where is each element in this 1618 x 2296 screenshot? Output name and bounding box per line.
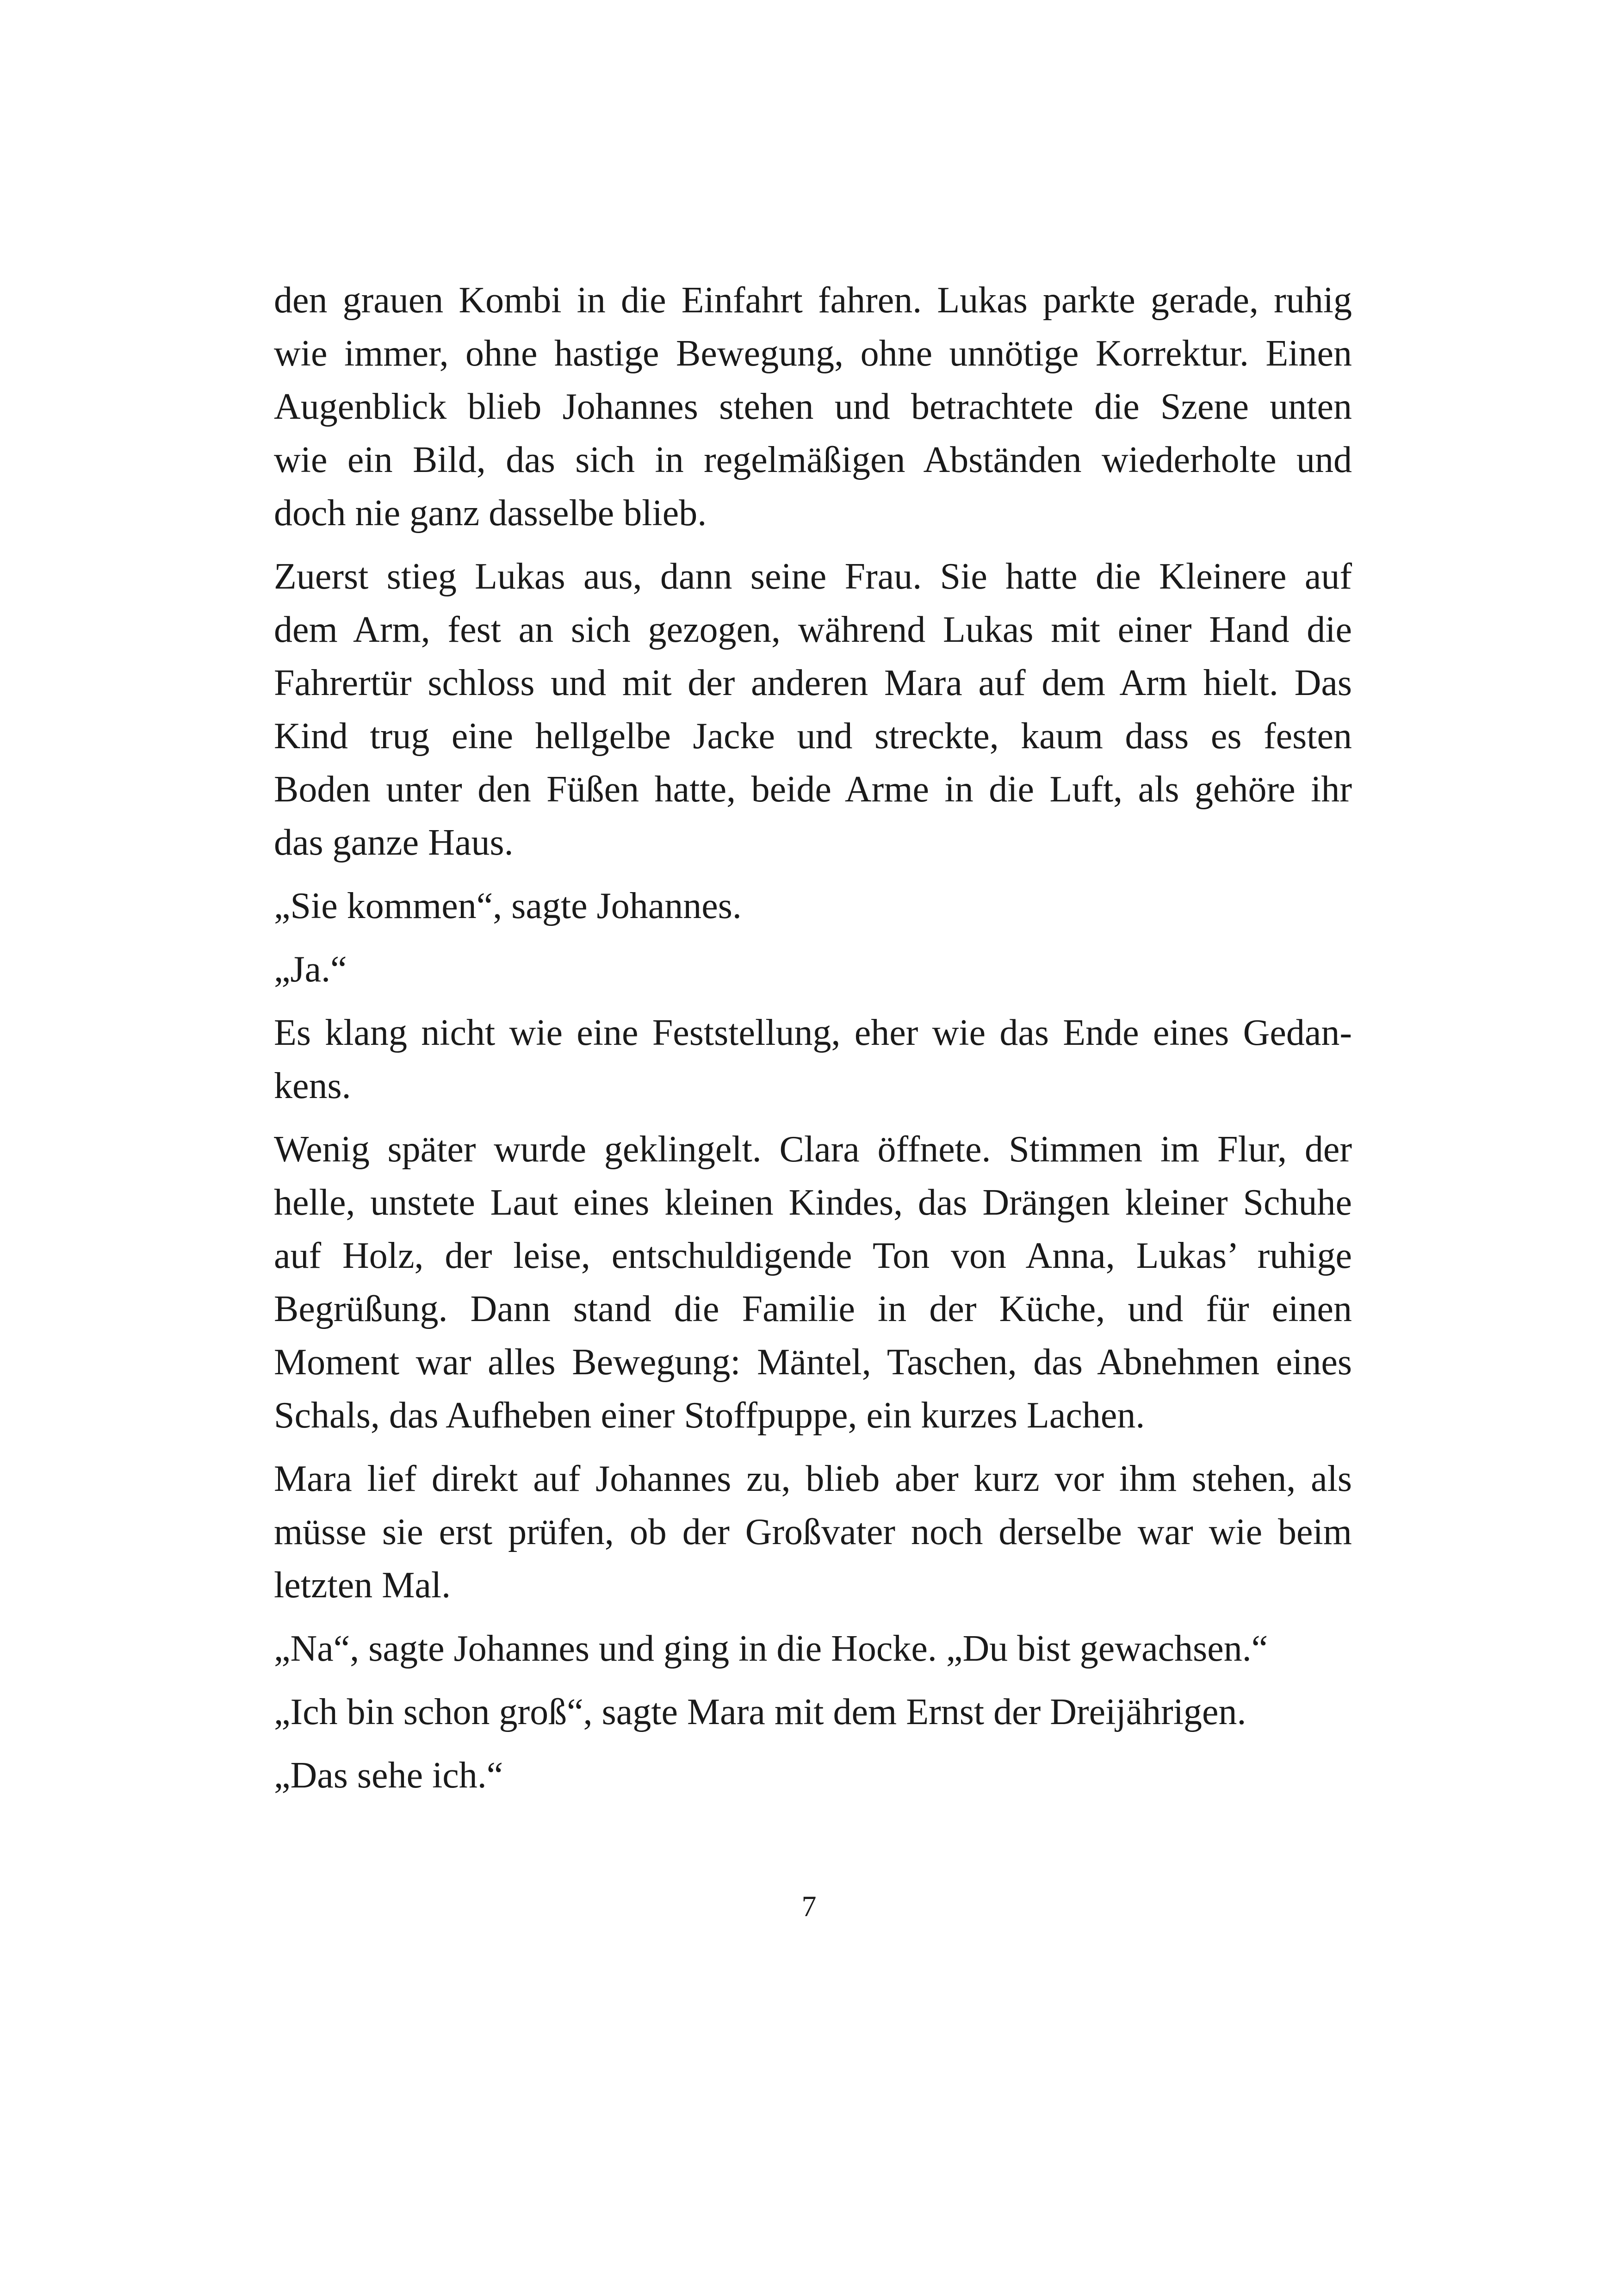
body-text [274, 274, 1352, 1812]
text-line: „Sie kommen“, sagte Johannes. [274, 886, 742, 926]
text-line: Es klang nicht wie eine Feststellung, eher wie das Ende eines Gedan- [274, 1012, 1352, 1053]
text-line: helle, unstete Laut eines kleinen Kindes, das Drängen kleiner Schuhe [274, 1182, 1352, 1223]
text-line: doch nie ganz dasselbe blieb. [274, 493, 707, 534]
text-line: Schals, das Aufheben einer Stoffpuppe, ein kurzes Lachen. [274, 1395, 1145, 1436]
dialogue-paragraph [274, 943, 1352, 996]
text-line: Begrüßung. Dann stand die Familie in der Küche, und für einen [274, 1289, 1352, 1329]
text-line: müsse sie erst prüfen, ob der Großvater noch derselbe war wie beim [274, 1512, 1352, 1552]
text-line: dem Arm, fest an sich gezogen, während Lukas mit einer Hand die [274, 609, 1352, 650]
paragraph [274, 1123, 1352, 1442]
text-line: auf Holz, der leise, entschuldigende Ton von Anna, Lukas’ ruhige [274, 1235, 1352, 1276]
text-line: Moment war alles Bewegung: Mäntel, Taschen, das Abnehmen eines [274, 1342, 1352, 1383]
text-line: Augenblick blieb Johannes stehen und betrachtete die Szene unten [274, 386, 1352, 427]
dialogue-paragraph [274, 880, 1352, 933]
dialogue-paragraph [274, 1749, 1352, 1802]
text-line: das ganze Haus. [274, 822, 514, 863]
text-line: „Ich bin schon groß“, sagte Mara mit dem Ernst der Dreijährigen. [274, 1692, 1246, 1732]
text-line: Boden unter den Füßen hatte, beide Arme in die Luft, als gehöre ihr [274, 769, 1352, 810]
paragraph [274, 274, 1352, 540]
dialogue-paragraph [274, 1622, 1352, 1675]
text-line: „Ja.“ [274, 949, 347, 990]
text-line: „Na“, sagte Johannes und ging in die Hocke. „Du bist gewachsen.“ [274, 1628, 1268, 1669]
dialogue-paragraph [274, 1686, 1352, 1739]
text-line: den grauen Kombi in die Einfahrt fahren. Lukas parkte gerade, ruhig [274, 280, 1352, 321]
text-line: wie immer, ohne hastige Bewegung, ohne unnötige Korrektur. Einen [274, 333, 1352, 374]
text-line: Wenig später wurde geklingelt. Clara öffnete. Stimmen im Flur, der [274, 1129, 1352, 1170]
text-line: Kind trug eine hellgelbe Jacke und streckte, kaum dass es festen [274, 716, 1352, 757]
text-line: wie ein Bild, das sich in regelmäßigen Abständen wiederholte und [274, 440, 1352, 480]
paragraph [274, 1006, 1352, 1113]
paragraph [274, 1452, 1352, 1612]
text-line: kens. [274, 1066, 351, 1106]
text-line: letzten Mal. [274, 1565, 451, 1606]
text-line: Fahrertür schloss und mit der anderen Mara auf dem Arm hielt. Das [274, 663, 1352, 703]
text-line: Zuerst stieg Lukas aus, dann seine Frau. Sie hatte die Kleinere auf [274, 556, 1352, 597]
text-line: Mara lief direkt auf Johannes zu, blieb aber kurz vor ihm stehen, als [274, 1458, 1352, 1499]
paragraph [274, 550, 1352, 869]
page-number: 7 [801, 1890, 817, 1923]
text-line: „Das sehe ich.“ [274, 1755, 503, 1796]
